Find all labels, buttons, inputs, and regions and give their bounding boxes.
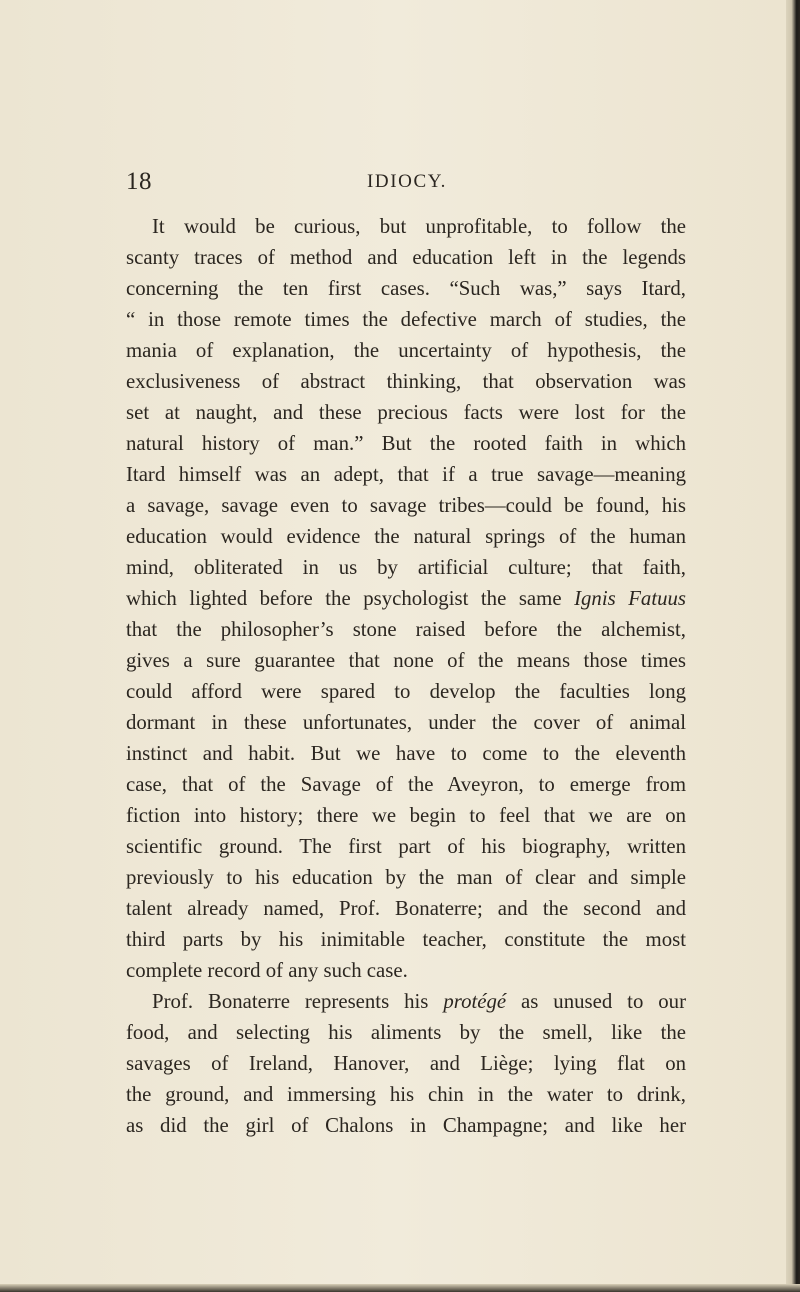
text-line: case, that of the Savage of the Aveyron, to emerge from: [126, 773, 686, 796]
text-line: a savage, savage even to savage tribes—could be found, his: [126, 494, 686, 517]
text-segment: Prof. Bonaterre represents his: [152, 990, 444, 1013]
paragraph-1: [126, 211, 686, 986]
text-line: previously to his education by the man of clear and simple: [126, 866, 686, 889]
page-bottom-edge: [0, 1284, 800, 1292]
text-line-with-italic: [126, 583, 686, 614]
page-edge-shadow: [786, 0, 800, 1292]
text-line: as did the girl of Chalons in Champagne; and like her: [126, 1114, 686, 1137]
text-line: food, and selecting his aliments by the smell, like the: [126, 1021, 686, 1044]
text-segment: as unused to our: [506, 990, 686, 1013]
chapter-title: IDIOCY.: [367, 171, 447, 192]
text-line: talent already named, Prof. Bonaterre; and the second and: [126, 897, 686, 920]
text-line: that the philosopher’s stone raised before the alchemist,: [126, 618, 686, 641]
running-head: [126, 168, 686, 198]
text-line: education would evidence the natural springs of the human: [126, 525, 686, 548]
text-line: mind, obliterated in us by artificial culture; that faith,: [126, 556, 686, 579]
text-line: instinct and habit. But we have to come to the eleventh: [126, 742, 686, 765]
body-text: [126, 211, 686, 1141]
text-line: set at naught, and these precious facts were lost for the: [126, 401, 686, 424]
text-line: natural history of man.” But the rooted faith in which: [126, 432, 686, 455]
text-line: It would be curious, but unprofitable, to follow the: [152, 215, 686, 238]
text-line: scientific ground. The first part of his biography, written: [126, 835, 686, 858]
text-line: Itard himself was an adept, that if a true savage—meaning: [126, 463, 686, 486]
text-line-with-italic: [126, 986, 686, 1017]
paragraph-2: [126, 986, 686, 1141]
italic-phrase: Ignis Fatuus: [574, 587, 686, 610]
text-line: scanty traces of method and education left in the legends: [126, 246, 686, 269]
text-line: concerning the ten first cases. “Such was,” says Itard,: [126, 277, 686, 300]
text-segment: which lighted before the psychologist the same: [126, 587, 575, 610]
text-line: third parts by his inimitable teacher, constitute the most: [126, 928, 686, 951]
italic-word: protégé: [443, 990, 507, 1013]
text-line: mania of explanation, the uncertainty of hypothesis, the: [126, 339, 686, 362]
text-line: fiction into history; there we begin to feel that we are on: [126, 804, 686, 827]
text-line: could afford were spared to develop the faculties long: [126, 680, 686, 703]
text-line: the ground, and immersing his chin in the water to drink,: [126, 1083, 686, 1106]
text-line: dormant in these unfortunates, under the cover of animal: [126, 711, 686, 734]
text-line: savages of Ireland, Hanover, and Liège; lying flat on: [126, 1052, 686, 1075]
page-number: 18: [126, 168, 152, 195]
text-line: complete record of any such case.: [126, 959, 408, 982]
text-line: “ in those remote times the defective march of studies, the: [126, 308, 686, 331]
text-line: gives a sure guarantee that none of the means those times: [126, 649, 686, 672]
text-line: exclusiveness of abstract thinking, that observation was: [126, 370, 686, 393]
